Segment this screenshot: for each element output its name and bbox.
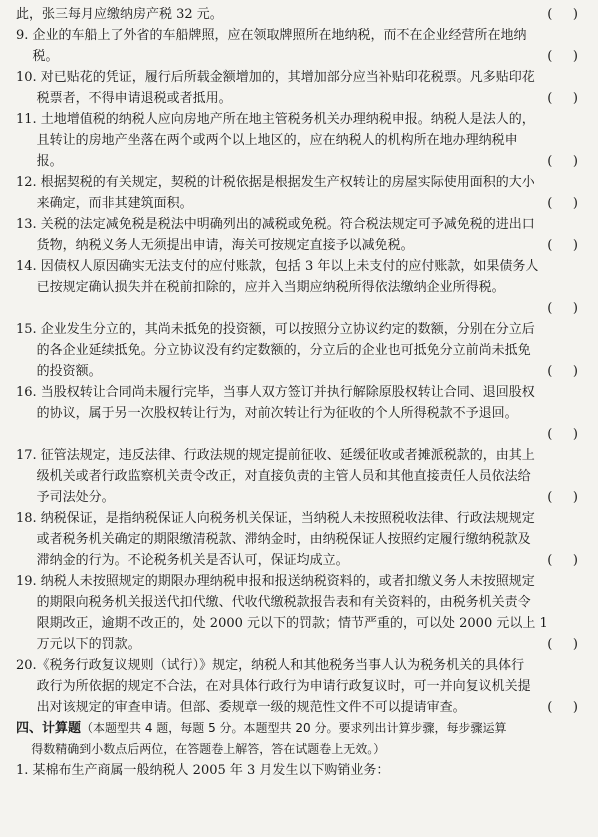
question-line: 19. 纳税人未按照规定的期限办理纳税申报和报送纳税资料的，或者扣缴义务人未按照规定 [16,574,535,589]
question-line: 报。 [16,154,63,169]
question-line: 且转让的房地产坐落在两个或两个以上地区的，应在纳税人的机构所在地办理纳税申 [16,133,518,148]
question-item-15 [16,319,584,382]
question-item-9 [16,25,584,67]
question-line: 税。 [16,49,59,64]
question-item-11 [16,109,584,172]
question-line: 政行为所依据的规定不合法，在对具体行政行为申请行政复议时，可一并向复议机关提 [16,679,531,694]
question-item-10 [16,67,584,109]
question-line: 此，张三每月应缴纳房产税 32 元。 [16,7,223,22]
question-item-14 [16,256,584,319]
answer-blank[interactable]: ( ) [547,196,578,211]
question-line: 或者税务机关确定的期限缴清税款、滞纳金时，由纳税保证人按照约定履行缴纳税款及 [16,532,531,547]
question-line: 万元以下的罚款。 [16,637,141,652]
question-line: 13. 关税的法定减免税是税法中明确列出的减税或免税。符合税法规定可予减免税的进出口 [16,217,535,232]
section-note-line-2: 得数精确到小数点后两位，在答题卷上解答，答在试题卷上无效。） [16,742,386,756]
question-item-17 [16,445,584,508]
question-line: 17. 征管法规定，违反法律、行政法规的规定提前征收、延缓征收或者摊派税款的，由其上 [16,448,535,463]
answer-blank[interactable]: ( ) [547,301,578,316]
question-line: 20.《税务行政复议规则（试行）》规定，纳税人和其他税务当事人认为税务机关的具体行 [16,658,525,673]
section-title: 四、计算题 [16,721,82,736]
question-line: 10. 对已贴花的凭证，履行后所载金额增加的，其增加部分应当补贴印花税票。凡多贴印花 [16,70,535,85]
question-line: 9. 企业的车船上了外省的车船牌照，应在领取牌照所在地纳税，而不在企业经营所在地纳 [16,28,527,43]
question-line: 的各企业延续抵免。分立协议没有约定数额的，分立后的企业也可抵免分立前尚未抵免 [16,343,531,358]
answer-blank[interactable]: ( ) [547,91,578,106]
question-item-12 [16,172,584,214]
question-line: 15. 企业发生分立的，其尚未抵免的投资额，可以按照分立协议约定的数额，分别在分立后 [16,322,535,337]
question-line: 16. 当股权转让合同尚未履行完毕，当事人双方签订并执行解除原股权转让合同、退回股权 [16,385,535,400]
question-item-18 [16,508,584,571]
question-line: 的期限向税务机关报送代扣代缴、代收代缴税款报告表和有关资料的，由税务机关责令 [16,595,531,610]
question-item-16 [16,382,584,445]
question-line: 18. 纳税保证，是指纳税保证人向税务机关保证，当纳税人未按照税收法律、行政法规规定 [16,511,535,526]
question-line: 的协议，属于另一次股权转让行为，对前次转让行为征收的个人所得税款不予退回。 [16,406,518,421]
question-item-20 [16,655,584,718]
answer-blank[interactable]: ( ) [547,427,578,442]
answer-blank[interactable]: ( ) [547,364,578,379]
section-heading [16,718,584,739]
answer-blank[interactable]: ( ) [547,700,578,715]
answer-blank[interactable]: ( ) [547,238,578,253]
answer-blank[interactable]: ( ) [547,154,578,169]
question-line: 级机关或者行政监察机关责令改正，对直接负责的主管人员和其他直接责任人员依法给 [16,469,531,484]
answer-blank[interactable]: ( ) [547,490,578,505]
question-line: 的投资额。 [16,364,102,379]
question-line: 予司法处分。 [16,490,115,505]
true-false-items [16,4,584,718]
question-item-13 [16,214,584,256]
question-line [16,424,584,445]
question-line: 货物，纳税义务人无须提出申请，海关可按规定直接予以减免税。 [16,238,414,253]
question-line: 限期改正，逾期不改正的，处 2000 元以下的罚款；情节严重的，可以处 2000 元以上 1 [16,616,548,631]
question-item-cont [16,4,584,25]
question-line: 税票者，不得申请退税或者抵用。 [16,91,232,106]
question-item-19 [16,571,584,655]
question-line: 14. 因债权人原因确实无法支付的应付账款，包括 3 年以上未支付的应付账款，如果债务人 [16,259,539,274]
question-line: 12. 根据契税的有关规定，契税的计税依据是根据发生产权转让的房屋实际使用面积的大小 [16,175,535,190]
section-note-line-1: （本题型共 4 题，每题 5 分。本题型共 20 分。要求列出计算步骤，每步骤运算 [81,721,507,735]
answer-blank[interactable]: ( ) [547,553,578,568]
section-note [16,739,584,760]
answer-blank[interactable]: ( ) [547,7,578,22]
question-line: 来确定，而非其建筑面积。 [16,196,193,211]
question-line: 出对该规定的审查申请。但部、委规章一级的规范性文件不可以提请审查。 [16,700,466,715]
question-line: 滞纳金的行为。不论税务机关是否认可，保证均成立。 [16,553,349,568]
answer-blank[interactable]: ( ) [547,637,578,652]
question-line: 11. 土地增值税的纳税人应向房地产所在地主管税务机关办理纳税申报。纳税人是法人的， [16,112,535,127]
answer-blank[interactable]: ( ) [547,49,578,64]
question-1: 1. 某棉布生产商属一般纳税人 2005 年 3 月发生以下购销业务： [16,763,390,778]
question-line [16,298,584,319]
question-line: 已按规定确认损失并在税前扣除的，应并入当期应纳税所得依法缴纳企业所得税。 [16,280,505,295]
